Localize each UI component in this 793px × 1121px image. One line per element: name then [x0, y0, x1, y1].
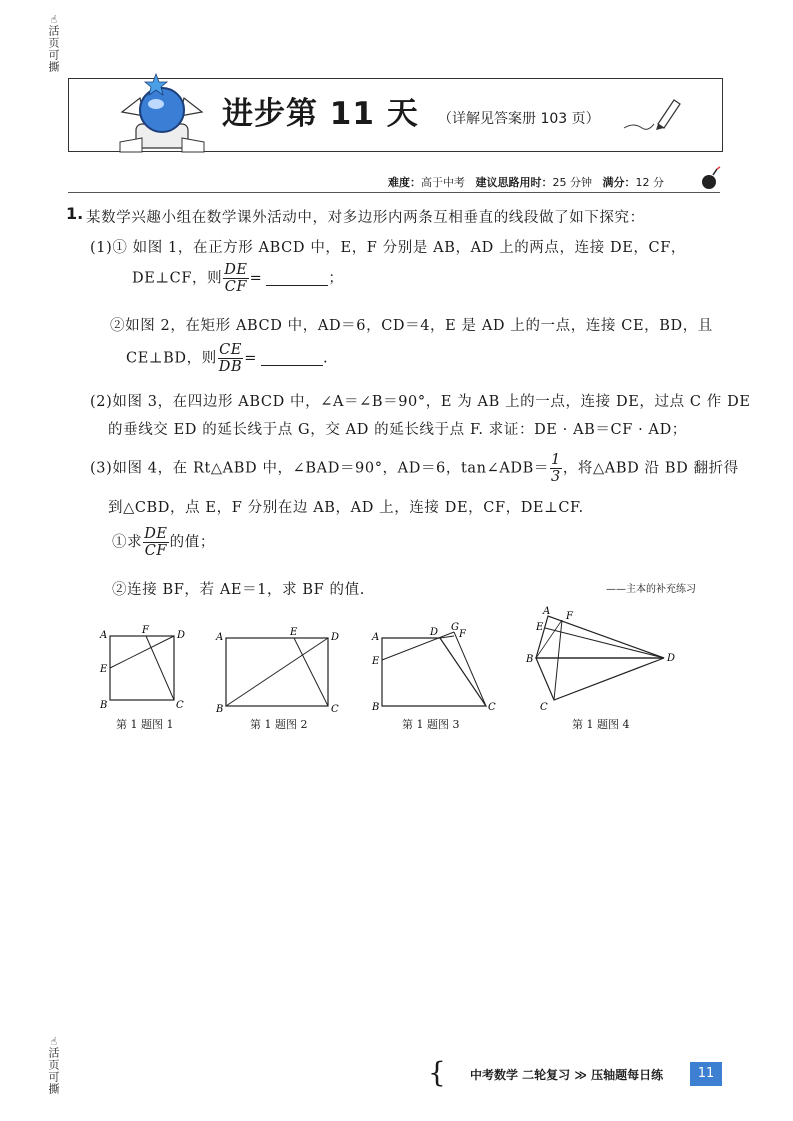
label-f: F — [566, 611, 573, 622]
tear-off-tab-top — [44, 14, 62, 73]
label-f: F — [142, 625, 149, 636]
line-end-punct: ； — [328, 270, 344, 287]
label-c: C — [540, 702, 548, 713]
tear-icon: ☜ — [47, 14, 60, 25]
pen-icon — [620, 94, 682, 136]
time-value: 25 分钟 — [552, 176, 592, 189]
square-abcd — [110, 636, 174, 700]
label-a: A — [100, 630, 108, 641]
answer-blank[interactable] — [261, 365, 323, 366]
label-c: C — [331, 704, 339, 715]
fraction-de-cf — [223, 262, 248, 295]
label-b: B — [372, 702, 380, 713]
part-1-2-line1: ②如图 2，在矩形 ABCD 中，AD＝6，CD＝4，E 是 AD 上的一点，连接 CE，BD，且 — [110, 318, 713, 334]
problem-intro: 某数学兴趣小组在数学课外活动中，对多边形内两条互相垂直的线段做了如下探究： — [86, 210, 645, 226]
part-3-1 — [112, 526, 215, 559]
segment-eg — [382, 632, 454, 660]
quadrilateral-abcd — [382, 638, 486, 706]
figure-2-caption: 第 1 题图 2 — [250, 718, 308, 731]
label-a: A — [543, 606, 551, 617]
label-b: B — [526, 654, 534, 665]
part-1-1-line2 — [132, 262, 343, 295]
label-b: B — [100, 700, 108, 711]
problem-number: 1. — [66, 204, 84, 223]
line-end-punct: . — [323, 350, 329, 367]
label-d: D — [177, 630, 186, 641]
score-label: 满分： — [602, 176, 636, 189]
segment-cf — [146, 636, 174, 700]
part-3-line2: 到△CBD，点 E，F 分别在边 AB，AD 上，连接 DE，CF，DE⊥CF. — [108, 500, 584, 516]
part-1-1-line1: (1)① 如图 1，在正方形 ABCD 中，E，F 分别是 AB，AD 上的两点，连接 DE，CF， — [90, 240, 686, 256]
label-c: C — [488, 702, 496, 713]
part-3-2: ②连接 BF，若 AE＝1，求 BF 的值. — [112, 582, 365, 598]
footer-brace-icon: { — [428, 1056, 446, 1089]
label-e: E — [100, 664, 108, 675]
source-note: ——主本的补充练习 — [606, 584, 696, 595]
difficulty-value: 高于中考 — [421, 176, 465, 189]
part-1-1-prefix: DE⊥CF，则 — [132, 270, 223, 287]
page-title: 进步第 11 天 — [222, 96, 419, 132]
fraction-de-cf — [143, 526, 168, 559]
page-number: 11 — [690, 1062, 722, 1086]
part-3-1-prefix: ①求 — [112, 534, 143, 551]
equals-sign: = — [249, 270, 263, 287]
label-a: A — [372, 632, 380, 643]
fraction-denominator: CF — [224, 279, 248, 295]
score-value: 12 分 — [635, 176, 664, 189]
figure-4-caption: 第 1 题图 4 — [572, 718, 630, 731]
equals-sign: = — [244, 350, 258, 367]
figure-1-caption: 第 1 题图 1 — [116, 718, 174, 731]
label-e: E — [372, 656, 380, 667]
part-2-line2: 的垂线交 ED 的延长线于点 G，交 AD 的延长线于点 F. 求证：DE · AB＝CF · AD； — [108, 422, 687, 438]
segment-de — [110, 636, 174, 668]
label-c: C — [176, 700, 184, 711]
figure-3 — [368, 622, 500, 716]
part-1-2-prefix: CE⊥BD，则 — [126, 350, 217, 367]
figure-1 — [98, 624, 194, 716]
figure-4 — [518, 604, 684, 714]
header-divider — [68, 192, 720, 193]
fraction-denominator: CF — [144, 543, 168, 559]
label-d: D — [331, 632, 340, 643]
label-d: D — [667, 653, 676, 664]
segment-ce — [294, 638, 328, 706]
label-b: B — [216, 704, 224, 715]
part-3-prefix: (3)如图 4，在 Rt△ABD 中，∠BAD＝90°，AD＝6，tan∠ADB＝ — [90, 460, 549, 477]
segment-cf — [554, 620, 562, 700]
answer-blank[interactable] — [266, 285, 328, 286]
fraction-numerator: CE — [219, 342, 242, 358]
tear-tab-label: 活页可撕 — [47, 24, 60, 73]
fraction-numerator: 1 — [550, 452, 561, 468]
triangle-abd — [536, 616, 664, 658]
part-3-1-suffix: 的值； — [169, 534, 215, 551]
figure-3-caption: 第 1 题图 3 — [402, 718, 460, 731]
tear-off-tab-bottom — [44, 1036, 62, 1095]
label-e: E — [536, 622, 544, 633]
time-label: 建议思路用时： — [475, 176, 553, 189]
fraction-numerator: DE — [144, 526, 168, 542]
tear-tab-label: 活页可撕 — [47, 1046, 60, 1095]
fraction-one-third — [550, 452, 562, 485]
fraction-denominator: 3 — [550, 469, 561, 485]
astronaut-mascot-icon — [112, 72, 212, 154]
segment-gc — [454, 632, 486, 706]
answer-reference: （详解见答案册 103 页） — [438, 111, 600, 127]
label-a: A — [216, 632, 224, 643]
difficulty-label: 难度： — [388, 176, 421, 189]
bomb-icon — [699, 166, 721, 192]
fraction-numerator: DE — [224, 262, 248, 278]
tear-icon: ☜ — [47, 1036, 60, 1047]
part-2-line1: (2)如图 3，在四边形 ABCD 中，∠A＝∠B＝90°，E 为 AB 上的一点，连接 DE，过点 C 作 DE — [90, 394, 751, 410]
label-e: E — [290, 627, 298, 638]
segment-bd — [226, 638, 328, 706]
figure-2 — [212, 624, 346, 716]
part-3-suffix: ，将△ABD 沿 BD 翻折得 — [562, 460, 739, 477]
difficulty-info — [388, 174, 664, 190]
label-f: F — [459, 629, 466, 640]
triangle-cbd — [536, 658, 664, 700]
label-d: D — [430, 627, 439, 638]
part-3-line1 — [90, 452, 739, 485]
segment-de — [545, 628, 664, 658]
part-1-2-line2 — [126, 342, 328, 375]
fraction-ce-db — [218, 342, 243, 375]
fraction-denominator: DB — [218, 359, 243, 375]
label-g: G — [451, 622, 459, 633]
footer-title: 中考数学 二轮复习 ≫ 压轴题每日练 — [470, 1068, 664, 1082]
